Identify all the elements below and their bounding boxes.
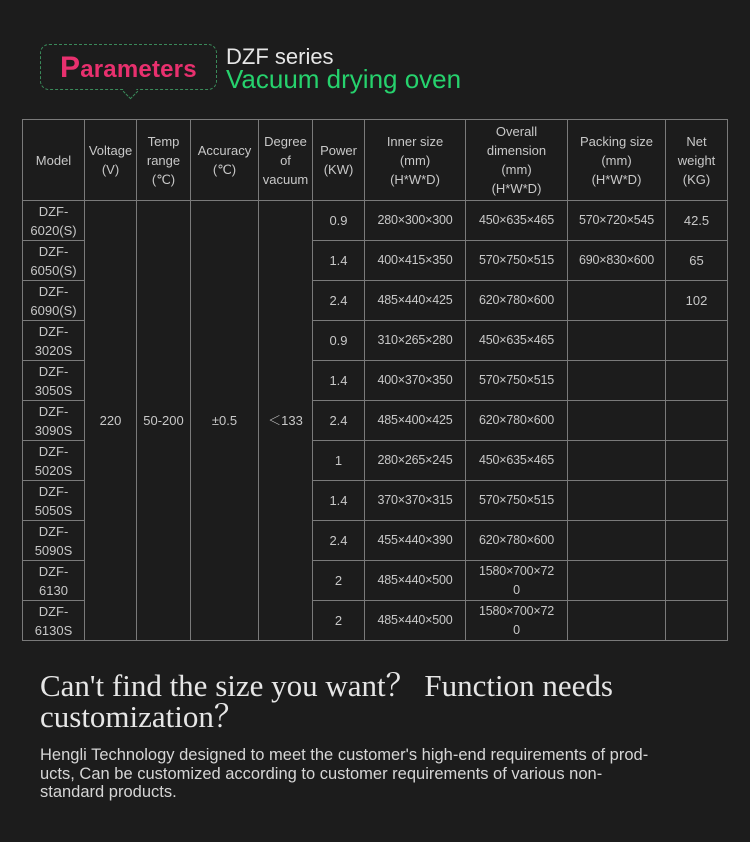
header-line: (KG) (682, 171, 711, 187)
model-suffix: 6020(S) (30, 222, 77, 238)
parameters-label: Parameters (60, 51, 197, 84)
overall-dimension-cell (466, 561, 568, 601)
overall-dimension-cell (466, 201, 568, 241)
packing-size-cell (568, 321, 666, 361)
column-header-overall-dimension (466, 120, 568, 201)
column-header-temp-range (137, 120, 191, 201)
header-line: vacuum (262, 171, 309, 187)
overall-line: 450×635×465 (479, 453, 554, 467)
header-line: Accuracy (197, 143, 252, 158)
net-weight-cell (666, 561, 728, 601)
power-cell: 2.4 (313, 521, 365, 561)
model-cell (23, 441, 85, 481)
power-cell: 2.4 (313, 281, 365, 321)
inner-size-cell: 485×440×425 (365, 281, 466, 321)
section-header (40, 42, 740, 102)
model-suffix: 5020S (34, 462, 73, 478)
overall-dimension-cell (466, 601, 568, 641)
header-line: Overall (495, 124, 538, 139)
power-cell: 2.4 (313, 401, 365, 441)
header-line: (℃) (151, 171, 176, 187)
model-cell (23, 521, 85, 561)
table-header-row (23, 120, 728, 201)
overall-dimension-cell (466, 281, 568, 321)
packing-size-cell (568, 281, 666, 321)
header-line: Voltage (88, 143, 133, 158)
net-weight-cell: 42.5 (666, 201, 728, 241)
inner-size-cell: 485×400×425 (365, 401, 466, 441)
model-prefix: DZF- (38, 563, 69, 579)
power-cell: 1.4 (313, 481, 365, 521)
net-weight-cell (666, 361, 728, 401)
inner-size-cell: 485×440×500 (365, 561, 466, 601)
overall-line: 570×750×515 (479, 373, 554, 387)
overall-line: 450×635×465 (479, 213, 554, 227)
header-line: (KW) (323, 162, 354, 177)
model-suffix: 5090S (34, 542, 73, 558)
packing-size-cell (568, 521, 666, 561)
model-prefix: DZF- (38, 203, 69, 219)
model-suffix: 3090S (34, 422, 73, 438)
overall-dimension-cell (466, 441, 568, 481)
customization-headline (40, 670, 730, 732)
column-header-power (313, 120, 365, 201)
net-weight-cell (666, 401, 728, 441)
model-prefix: DZF- (38, 523, 69, 539)
overall-line: 570×750×515 (479, 253, 554, 267)
description-line-2: ucts, Can be customized according to customer requirements of various non- (40, 764, 603, 783)
model-prefix: DZF- (38, 323, 69, 339)
headline-line-2: customization？ (40, 699, 245, 734)
table-row (23, 201, 728, 241)
net-weight-cell (666, 481, 728, 521)
accuracy-cell: ±0.5 (191, 201, 259, 641)
model-cell (23, 201, 85, 241)
model-cell (23, 361, 85, 401)
net-weight-cell (666, 441, 728, 481)
headline-line-1: Can't find the size you want？ Function needs (40, 668, 613, 703)
header-line: range (146, 152, 181, 168)
header-line: Power (320, 143, 357, 158)
inner-size-cell: 455×440×390 (365, 521, 466, 561)
product-name: Vacuum drying oven (226, 64, 462, 94)
model-prefix: DZF- (38, 603, 69, 619)
overall-line: 570×750×515 (479, 493, 554, 507)
overall-dimension-cell (466, 321, 568, 361)
inner-size-cell: 310×265×280 (365, 321, 466, 361)
header-line: (H*W*D) (390, 171, 440, 187)
header-line: of (280, 152, 291, 168)
description-line-1: Hengli Technology designed to meet the customer's high-end requirements of prod- (40, 746, 649, 764)
model-suffix: 6130S (34, 622, 73, 638)
model-prefix: DZF- (38, 483, 69, 499)
overall-dimension-cell (466, 481, 568, 521)
packing-size-cell (568, 481, 666, 521)
net-weight-cell: 102 (666, 281, 728, 321)
header-line: (mm) (501, 162, 532, 177)
power-cell: 1.4 (313, 361, 365, 401)
model-prefix: DZF- (38, 363, 69, 379)
model-suffix: 3020S (34, 342, 73, 358)
packing-size-cell: 570×720×545 (568, 201, 666, 241)
column-header-degree-of-vacuum (259, 120, 313, 201)
packing-size-cell (568, 601, 666, 641)
power-cell: 2 (313, 561, 365, 601)
model-suffix: 3050S (34, 382, 73, 398)
power-cell: 1 (313, 441, 365, 481)
model-prefix: DZF- (38, 403, 69, 419)
header-line: dimension (486, 143, 547, 158)
header-line: Inner size (386, 133, 444, 149)
inner-size-cell: 485×440×500 (365, 601, 466, 641)
model-prefix: DZF- (38, 283, 69, 299)
column-header-inner-size (365, 120, 466, 201)
series-title: DZF series (226, 44, 334, 69)
model-suffix: 5050S (34, 502, 73, 518)
header-line: (mm) (601, 152, 632, 168)
model-prefix: DZF- (38, 243, 69, 259)
model-cell (23, 401, 85, 441)
inner-size-cell: 400×415×350 (365, 241, 466, 281)
overall-line: 450×635×465 (479, 333, 554, 347)
power-cell: 1.4 (313, 241, 365, 281)
net-weight-cell (666, 601, 728, 641)
customization-description (40, 746, 730, 802)
parameters-table (22, 119, 728, 641)
inner-size-cell: 370×370×315 (365, 481, 466, 521)
net-weight-cell (666, 521, 728, 561)
inner-size-cell: 400×370×350 (365, 361, 466, 401)
overall-line: 1580×700×72 (479, 603, 554, 618)
overall-line: 620×780×600 (479, 533, 554, 547)
header-line: (H*W*D) (591, 171, 642, 187)
power-cell: 0.9 (313, 201, 365, 241)
temp-range-cell: 50-200 (137, 201, 191, 641)
model-suffix: 6130 (39, 582, 68, 598)
net-weight-cell: 65 (666, 241, 728, 281)
description-line-3: standard products. (40, 783, 177, 801)
model-suffix: 6090(S) (30, 302, 77, 318)
column-header-voltage (85, 120, 137, 201)
header-line: Net (686, 133, 707, 149)
header-line: weight (677, 152, 716, 168)
net-weight-cell (666, 321, 728, 361)
column-header-accuracy (191, 120, 259, 201)
header-line: (mm) (399, 152, 431, 168)
model-cell (23, 281, 85, 321)
model-prefix: DZF- (38, 443, 69, 459)
overall-dimension-cell (466, 361, 568, 401)
overall-line: 0 (513, 622, 520, 637)
packing-size-cell (568, 361, 666, 401)
inner-size-cell: 280×300×300 (365, 201, 466, 241)
header-line: (V) (101, 162, 120, 177)
model-cell (23, 561, 85, 601)
packing-size-cell (568, 401, 666, 441)
header-line: (H*W*D) (491, 181, 542, 196)
overall-line: 620×780×600 (479, 413, 554, 427)
inner-size-cell: 280×265×245 (365, 441, 466, 481)
overall-line: 0 (513, 582, 520, 597)
overall-line: 620×780×600 (479, 293, 554, 307)
model-cell (23, 481, 85, 521)
column-header-model (23, 120, 85, 201)
overall-dimension-cell (466, 241, 568, 281)
model-cell (23, 321, 85, 361)
overall-dimension-cell (466, 401, 568, 441)
header-line: Packing size (580, 133, 653, 149)
column-header-net-weight (666, 120, 728, 201)
model-suffix: 6050(S) (30, 262, 77, 278)
packing-size-cell (568, 561, 666, 601)
header-line: Degree (264, 133, 307, 149)
header-line: (℃) (212, 162, 237, 177)
column-header-packing-size (568, 120, 666, 201)
packing-size-cell (568, 441, 666, 481)
packing-size-cell: 690×830×600 (568, 241, 666, 281)
power-cell: 0.9 (313, 321, 365, 361)
header-line: Temp (147, 133, 180, 149)
header-line: Model (35, 152, 72, 168)
vacuum-cell: ＜133 (259, 201, 313, 641)
power-cell: 2 (313, 601, 365, 641)
overall-dimension-cell (466, 521, 568, 561)
model-cell (23, 601, 85, 641)
overall-line: 1580×700×72 (479, 563, 554, 578)
voltage-cell: 220 (85, 201, 137, 641)
model-cell (23, 241, 85, 281)
